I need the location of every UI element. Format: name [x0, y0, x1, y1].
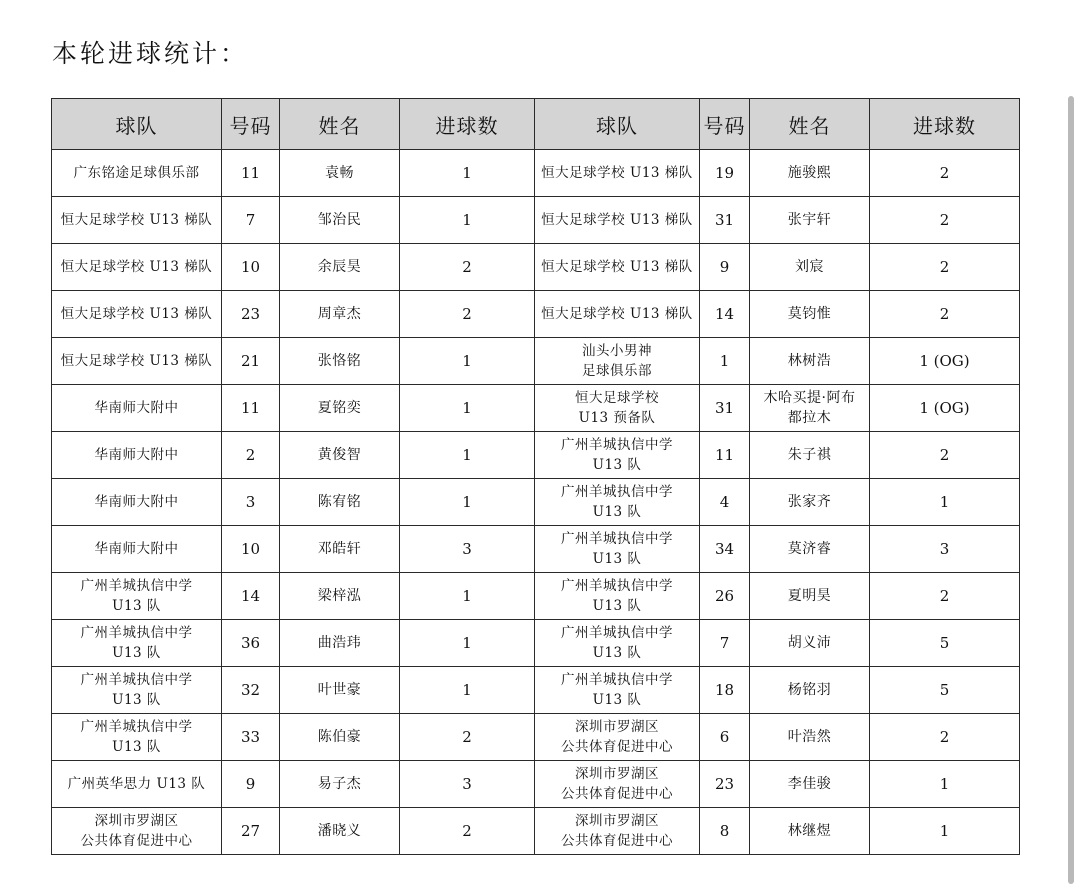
right-team-cell: 深圳市罗湖区 公共体育促进中心 — [535, 761, 700, 808]
left-goals-cell: 2 — [400, 808, 535, 855]
table-row — [52, 479, 1020, 526]
header-name-left: 姓名 — [280, 99, 400, 150]
right-number-cell: 31 — [700, 197, 750, 244]
left-team-cell: 广州英华思力 U13 队 — [52, 761, 222, 808]
left-number-cell: 33 — [222, 714, 280, 761]
right-team-cell: 恒大足球学校 U13 梯队 — [535, 291, 700, 338]
right-goals-cell: 1 (OG) — [870, 385, 1020, 432]
right-team-cell: 广州羊城执信中学 U13 队 — [535, 432, 700, 479]
table-row — [52, 244, 1020, 291]
left-number-cell: 11 — [222, 150, 280, 197]
right-name-cell: 莫钧惟 — [750, 291, 870, 338]
left-team-cell: 广州羊城执信中学 U13 队 — [52, 667, 222, 714]
left-name-cell: 潘晓义 — [280, 808, 400, 855]
right-team-cell: 恒大足球学校 U13 梯队 — [535, 150, 700, 197]
left-number-cell: 2 — [222, 432, 280, 479]
left-number-cell: 14 — [222, 573, 280, 620]
left-team-cell: 广州羊城执信中学 U13 队 — [52, 714, 222, 761]
header-team-right: 球队 — [535, 99, 700, 150]
right-name-cell: 夏明昊 — [750, 573, 870, 620]
left-number-cell: 9 — [222, 761, 280, 808]
right-team-cell: 广州羊城执信中学 U13 队 — [535, 667, 700, 714]
right-goals-cell: 2 — [870, 573, 1020, 620]
left-number-cell: 10 — [222, 526, 280, 573]
right-team-cell: 恒大足球学校 U13 梯队 — [535, 244, 700, 291]
right-number-cell: 11 — [700, 432, 750, 479]
right-number-cell: 34 — [700, 526, 750, 573]
left-goals-cell: 2 — [400, 244, 535, 291]
left-team-cell: 华南师大附中 — [52, 432, 222, 479]
left-goals-cell: 1 — [400, 432, 535, 479]
table-row — [52, 761, 1020, 808]
right-name-cell: 杨铭羽 — [750, 667, 870, 714]
header-goals-right: 进球数 — [870, 99, 1020, 150]
left-name-cell: 张恪铭 — [280, 338, 400, 385]
left-goals-cell: 1 — [400, 573, 535, 620]
right-team-cell: 深圳市罗湖区 公共体育促进中心 — [535, 714, 700, 761]
table-row — [52, 150, 1020, 197]
left-name-cell: 袁畅 — [280, 150, 400, 197]
left-goals-cell: 3 — [400, 526, 535, 573]
right-team-cell: 广州羊城执信中学 U13 队 — [535, 479, 700, 526]
right-name-cell: 叶浩然 — [750, 714, 870, 761]
table-row — [52, 197, 1020, 244]
right-goals-cell: 2 — [870, 244, 1020, 291]
right-goals-cell: 5 — [870, 620, 1020, 667]
right-name-cell: 木哈买提·阿布 都拉木 — [750, 385, 870, 432]
goal-stats-table — [51, 98, 1020, 855]
right-number-cell: 23 — [700, 761, 750, 808]
left-team-cell: 深圳市罗湖区 公共体育促进中心 — [52, 808, 222, 855]
right-goals-cell: 5 — [870, 667, 1020, 714]
right-team-cell: 汕头小男神 足球俱乐部 — [535, 338, 700, 385]
right-name-cell: 李佳骏 — [750, 761, 870, 808]
table-row — [52, 338, 1020, 385]
right-name-cell: 胡义沛 — [750, 620, 870, 667]
table-body — [52, 150, 1020, 855]
left-goals-cell: 2 — [400, 714, 535, 761]
left-name-cell: 梁梓泓 — [280, 573, 400, 620]
right-goals-cell: 1 — [870, 479, 1020, 526]
right-number-cell: 26 — [700, 573, 750, 620]
left-name-cell: 邹治民 — [280, 197, 400, 244]
right-name-cell: 施骏熙 — [750, 150, 870, 197]
left-number-cell: 32 — [222, 667, 280, 714]
left-name-cell: 黄俊智 — [280, 432, 400, 479]
left-goals-cell: 1 — [400, 150, 535, 197]
right-goals-cell: 1 — [870, 761, 1020, 808]
left-number-cell: 27 — [222, 808, 280, 855]
table-row — [52, 432, 1020, 479]
left-team-cell: 恒大足球学校 U13 梯队 — [52, 338, 222, 385]
table-row — [52, 526, 1020, 573]
right-name-cell: 林树浩 — [750, 338, 870, 385]
left-team-cell: 恒大足球学校 U13 梯队 — [52, 197, 222, 244]
left-number-cell: 23 — [222, 291, 280, 338]
header-number-right: 号码 — [700, 99, 750, 150]
right-number-cell: 1 — [700, 338, 750, 385]
left-team-cell: 华南师大附中 — [52, 526, 222, 573]
right-team-cell: 广州羊城执信中学 U13 队 — [535, 526, 700, 573]
left-team-cell: 广东铭途足球俱乐部 — [52, 150, 222, 197]
right-number-cell: 14 — [700, 291, 750, 338]
left-team-cell: 广州羊城执信中学 U13 队 — [52, 620, 222, 667]
right-goals-cell: 2 — [870, 432, 1020, 479]
page-title: 本轮进球统计： — [52, 39, 249, 68]
right-number-cell: 7 — [700, 620, 750, 667]
header-row — [52, 99, 1020, 150]
right-name-cell: 莫济睿 — [750, 526, 870, 573]
left-goals-cell: 1 — [400, 667, 535, 714]
left-name-cell: 邓皓轩 — [280, 526, 400, 573]
right-name-cell: 张宇轩 — [750, 197, 870, 244]
right-name-cell: 朱子祺 — [750, 432, 870, 479]
left-name-cell: 周章杰 — [280, 291, 400, 338]
header-name-right: 姓名 — [750, 99, 870, 150]
left-name-cell: 余辰昊 — [280, 244, 400, 291]
table-row — [52, 573, 1020, 620]
right-name-cell: 刘宸 — [750, 244, 870, 291]
left-number-cell: 10 — [222, 244, 280, 291]
left-number-cell: 3 — [222, 479, 280, 526]
right-number-cell: 18 — [700, 667, 750, 714]
left-goals-cell: 1 — [400, 620, 535, 667]
right-team-cell: 广州羊城执信中学 U13 队 — [535, 620, 700, 667]
left-team-cell: 恒大足球学校 U13 梯队 — [52, 244, 222, 291]
header-number-left: 号码 — [222, 99, 280, 150]
right-number-cell: 6 — [700, 714, 750, 761]
left-goals-cell: 3 — [400, 761, 535, 808]
left-name-cell: 易子杰 — [280, 761, 400, 808]
table-row — [52, 385, 1020, 432]
right-number-cell: 19 — [700, 150, 750, 197]
right-goals-cell: 3 — [870, 526, 1020, 573]
left-team-cell: 广州羊城执信中学 U13 队 — [52, 573, 222, 620]
left-number-cell: 11 — [222, 385, 280, 432]
right-team-cell: 广州羊城执信中学 U13 队 — [535, 573, 700, 620]
left-name-cell: 叶世豪 — [280, 667, 400, 714]
left-team-cell: 华南师大附中 — [52, 385, 222, 432]
right-name-cell: 林继煜 — [750, 808, 870, 855]
right-goals-cell: 2 — [870, 714, 1020, 761]
right-goals-cell: 2 — [870, 150, 1020, 197]
table-row — [52, 808, 1020, 855]
left-name-cell: 曲浩玮 — [280, 620, 400, 667]
right-number-cell: 31 — [700, 385, 750, 432]
scrollbar[interactable] — [1068, 96, 1074, 884]
right-goals-cell: 2 — [870, 197, 1020, 244]
right-goals-cell: 1 — [870, 808, 1020, 855]
left-name-cell: 夏铭奕 — [280, 385, 400, 432]
left-number-cell: 21 — [222, 338, 280, 385]
right-number-cell: 9 — [700, 244, 750, 291]
right-number-cell: 8 — [700, 808, 750, 855]
left-team-cell: 华南师大附中 — [52, 479, 222, 526]
left-goals-cell: 1 — [400, 385, 535, 432]
table-row — [52, 667, 1020, 714]
left-goals-cell: 1 — [400, 338, 535, 385]
left-number-cell: 7 — [222, 197, 280, 244]
table-row — [52, 714, 1020, 761]
header-goals-left: 进球数 — [400, 99, 535, 150]
table-row — [52, 620, 1020, 667]
right-number-cell: 4 — [700, 479, 750, 526]
right-team-cell: 深圳市罗湖区 公共体育促进中心 — [535, 808, 700, 855]
right-name-cell: 张家齐 — [750, 479, 870, 526]
right-goals-cell: 1 (OG) — [870, 338, 1020, 385]
left-goals-cell: 1 — [400, 479, 535, 526]
left-name-cell: 陈宥铭 — [280, 479, 400, 526]
right-team-cell: 恒大足球学校 U13 梯队 — [535, 197, 700, 244]
left-goals-cell: 1 — [400, 197, 535, 244]
right-team-cell: 恒大足球学校 U13 预备队 — [535, 385, 700, 432]
left-team-cell: 恒大足球学校 U13 梯队 — [52, 291, 222, 338]
left-number-cell: 36 — [222, 620, 280, 667]
header-team-left: 球队 — [52, 99, 222, 150]
table-row — [52, 291, 1020, 338]
right-goals-cell: 2 — [870, 291, 1020, 338]
left-goals-cell: 2 — [400, 291, 535, 338]
left-name-cell: 陈伯豪 — [280, 714, 400, 761]
